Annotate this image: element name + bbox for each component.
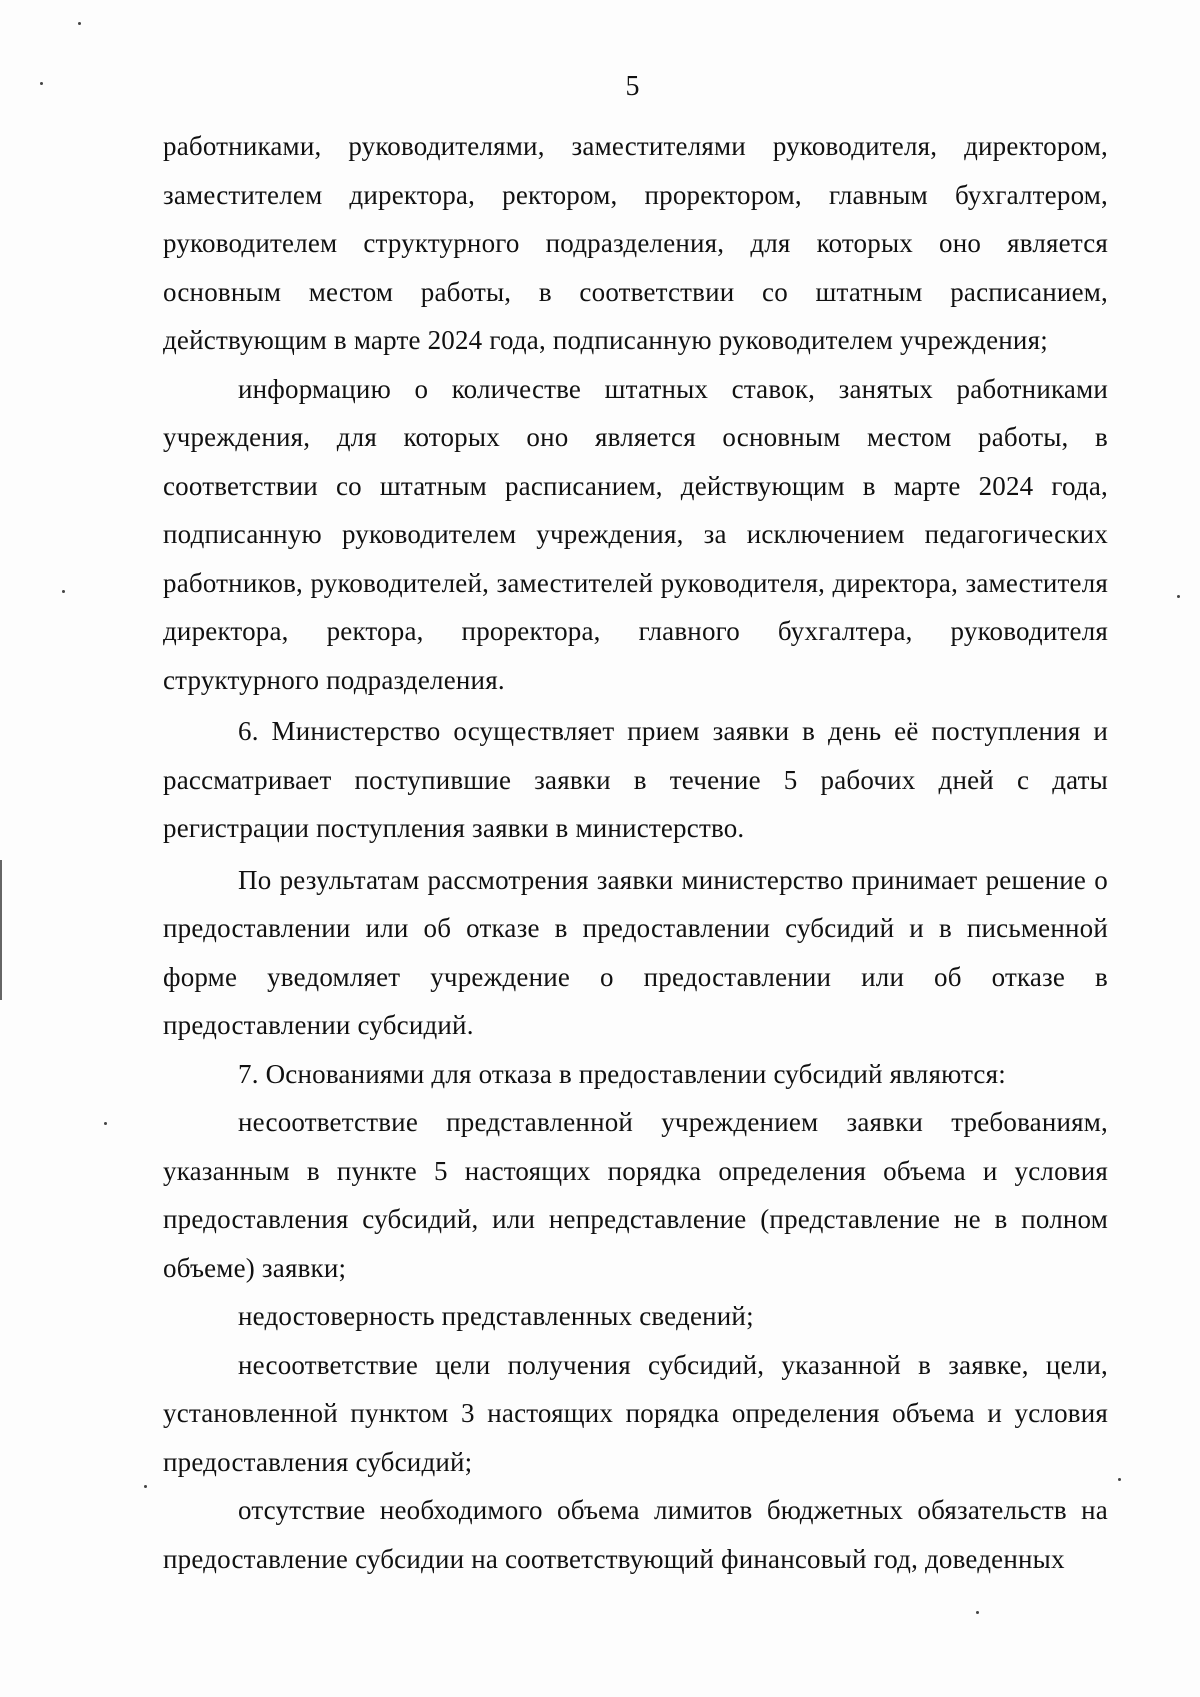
- paragraph-refusal-reason-3: несоответствие цели получения субсидий, указанной в заявке, цели, установленной пунктом 3 настоящих порядка определения объема и условия предоставления субсидий;: [163, 1349, 1108, 1477]
- paragraph-refusal-reason-2: недостоверность представленных сведений;: [238, 1301, 754, 1331]
- scan-edge-mark: [0, 860, 2, 1000]
- paragraph-refusal-reason-1: несоответствие представленной учреждением заявки требованиям, указанным в пункте 5 настоящих порядка определения объема и условия предоставления субсидий, или непредставление (представление не в полном объеме) заявки;: [163, 1107, 1108, 1283]
- scan-speck: [144, 1485, 147, 1488]
- paragraph-staff-info: информацию о количестве штатных ставок, занятых работниками учреждения, для которых оно является основным местом работы, в соответствии со штатным расписанием, действующим в марте 2024 года, подписанную руководителем учреждения, за исключением педагогических работников, руководителей, заместителей руководителя, директора, заместителя директора, ректора, проректора, главного бухгалтера, руководителя структурного подразделения.: [163, 373, 1108, 695]
- paragraph-refusal-reason-4: отсутствие необходимого объема лимитов бюджетных обязательств на предоставление субсидии на соответствующий финансовый год, доведенных: [163, 1495, 1108, 1574]
- paragraph-item-6: 6. Министерство осуществляет прием заявки в день её поступления и рассматривает поступившие заявки в течение 5 рабочих дней с даты регистрации поступления заявки в министерство.: [163, 716, 1108, 843]
- paragraph-continuation: работниками, руководителями, заместителями руководителя, директором, заместителем директора, ректором, проректором, главным бухгалтером, руководителем структурного подразделения, для которых оно является основным местом работы, в соответствии со штатным расписанием, действующим в марте 2024 года, подписанную руководителем учреждения;: [163, 131, 1108, 355]
- paragraph-review-results: По результатам рассмотрения заявки министерство принимает решение о предоставлении или об отказе в предоставлении субсидий и в письменной форме уведомляет учреждение о предоставлении или об отказе в предоставлении субсидий.: [163, 864, 1108, 1040]
- scan-speck: [104, 1122, 107, 1125]
- document-body: [163, 122, 1108, 1583]
- scan-speck: [1118, 1478, 1121, 1481]
- paragraph-item-7: 7. Основаниями для отказа в предоставлении субсидий являются:: [238, 1058, 1006, 1089]
- scan-speck: [62, 590, 65, 593]
- page-number: 5: [625, 71, 640, 102]
- scan-speck: [40, 82, 43, 85]
- scan-speck: [78, 22, 81, 25]
- scan-speck: [976, 1611, 979, 1614]
- scan-speck: [1177, 595, 1180, 598]
